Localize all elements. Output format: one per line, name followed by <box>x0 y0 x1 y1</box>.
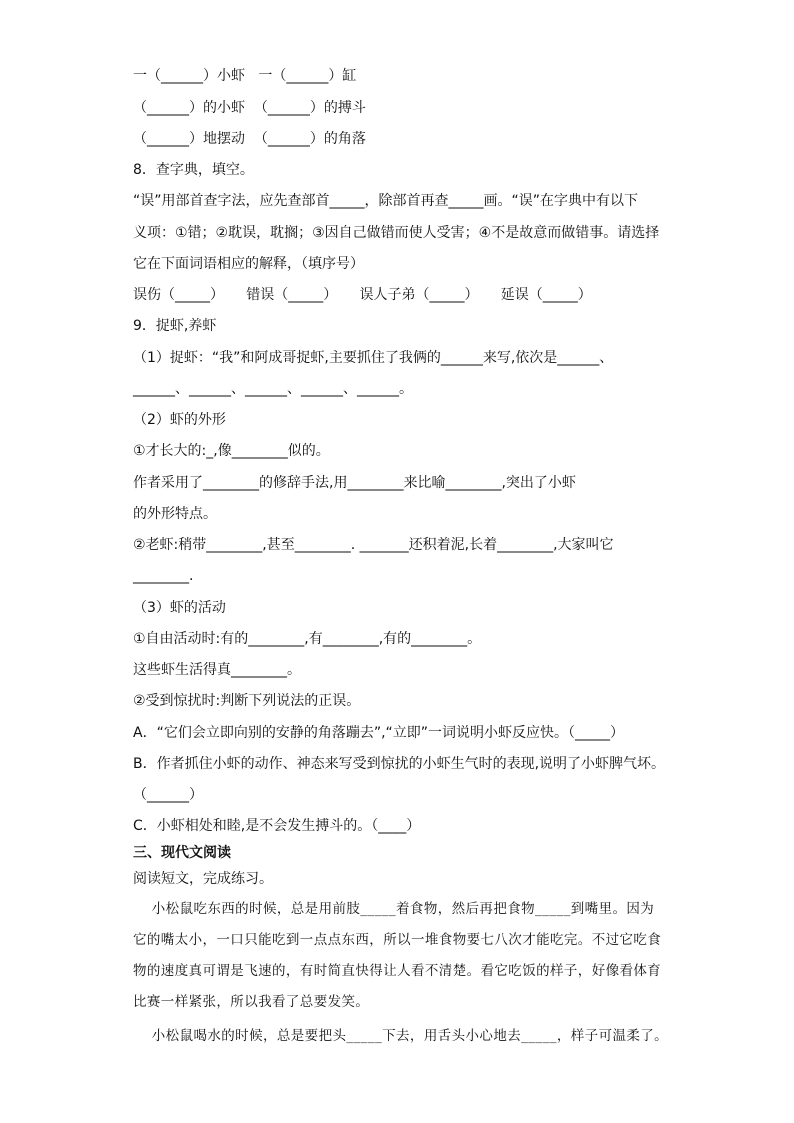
q9-part2-line-5: ________. <box>133 568 194 584</box>
question-8-text-1: “误”用部首查字法，应先查部首_____，除部首再查_____画。“误”在字典中有以下 <box>133 193 639 209</box>
vocab-line-3: （______）地摆动 （______）的角落 <box>133 131 366 147</box>
passage-line-3: 物的速度真可谓是飞速的，有时简直快得让人看不清楚。看它吃饭的样子，好像看体育 <box>133 963 662 979</box>
q9-part3-line-1: ①自由活动时:有的________,有________,有的________。 <box>133 631 482 647</box>
passage-line-5: 小松鼠喝水的时候，总是要把头_____下去，用舌头小心地去_____，样子可温柔了。 <box>133 1028 669 1044</box>
vocab-line-1: 一（______）小虾 一（______）缸 <box>133 68 357 84</box>
q9-part1-line-1: （1）捉虾：“我”和阿成哥捉虾,主要抓住了我俩的______来写,依次是______、 <box>133 350 614 366</box>
q9-part2-line-1: ①才长大的:_,像________似的。 <box>133 443 330 459</box>
q9-statement-c: C．小虾相处和睦,是不会发生搏斗的。（____） <box>133 818 421 834</box>
q9-statement-a: A．“它们会立即向别的安静的角落蹦去”,“立即”一词说明小虾反应快。（_____） <box>133 725 625 741</box>
q9-part2-line-4: ②老虾:稍带________,甚至________. _______还积着泥,长着________,大家叫它 <box>133 537 614 553</box>
question-8-text-2: 义项：①错；②耽误，耽搁；③因自己做错而使人受害；④不是故意而做错事。请选择 <box>133 225 660 241</box>
q9-part3-line-2: 这些虾生活得真________。 <box>133 662 301 678</box>
q9-part2-line-2: 作者采用了________的修辞手法,用________来比喻________,突出了小虾 <box>133 475 576 491</box>
passage-line-2: 它的嘴太小，一口只能吃到一点点东西，所以一堆食物要七八次才能吃完。不过它吃食 <box>133 932 662 948</box>
section-3-heading: 三、现代文阅读 <box>133 845 231 861</box>
question-8-text-3: 它在下面词语相应的解释，（填序号） <box>133 256 364 272</box>
passage-line-1: 小松鼠吃东西的时候，总是用前肢_____着食物，然后再把食物_____到嘴里。因为 <box>133 901 655 917</box>
question-8-blanks: 误伤（_____） 错误（_____） 误人子弟（_____） 延误（_____） <box>133 287 592 303</box>
q9-statement-b: B．作者抓住小虾的动作、神态来写受到惊扰的小虾生气时的表现,说明了小虾脾气坏。 <box>133 756 666 772</box>
q9-part1-line-2: ______、______、______、______、______。 <box>133 381 413 397</box>
q9-part2-line-3: 的外形特点。 <box>133 506 217 522</box>
reading-instruction: 阅读短文，完成练习。 <box>133 871 273 887</box>
question-8-title: 8．查字典，填空。 <box>133 162 254 178</box>
passage-line-4: 比赛一样紧张，所以我看了总要发笑。 <box>133 994 370 1010</box>
q9-part3-line-3: ②受到惊扰时:判断下列说法的正误。 <box>133 693 361 709</box>
vocab-line-2: （______）的小虾 （______）的搏斗 <box>133 100 366 116</box>
q9-statement-b-blank: （______） <box>133 787 203 803</box>
q9-part2-title: （2）虾的外形 <box>133 412 226 428</box>
question-9-title: 9．捉虾,养虾 <box>133 318 217 334</box>
q9-part3-title: （3）虾的活动 <box>133 600 226 616</box>
